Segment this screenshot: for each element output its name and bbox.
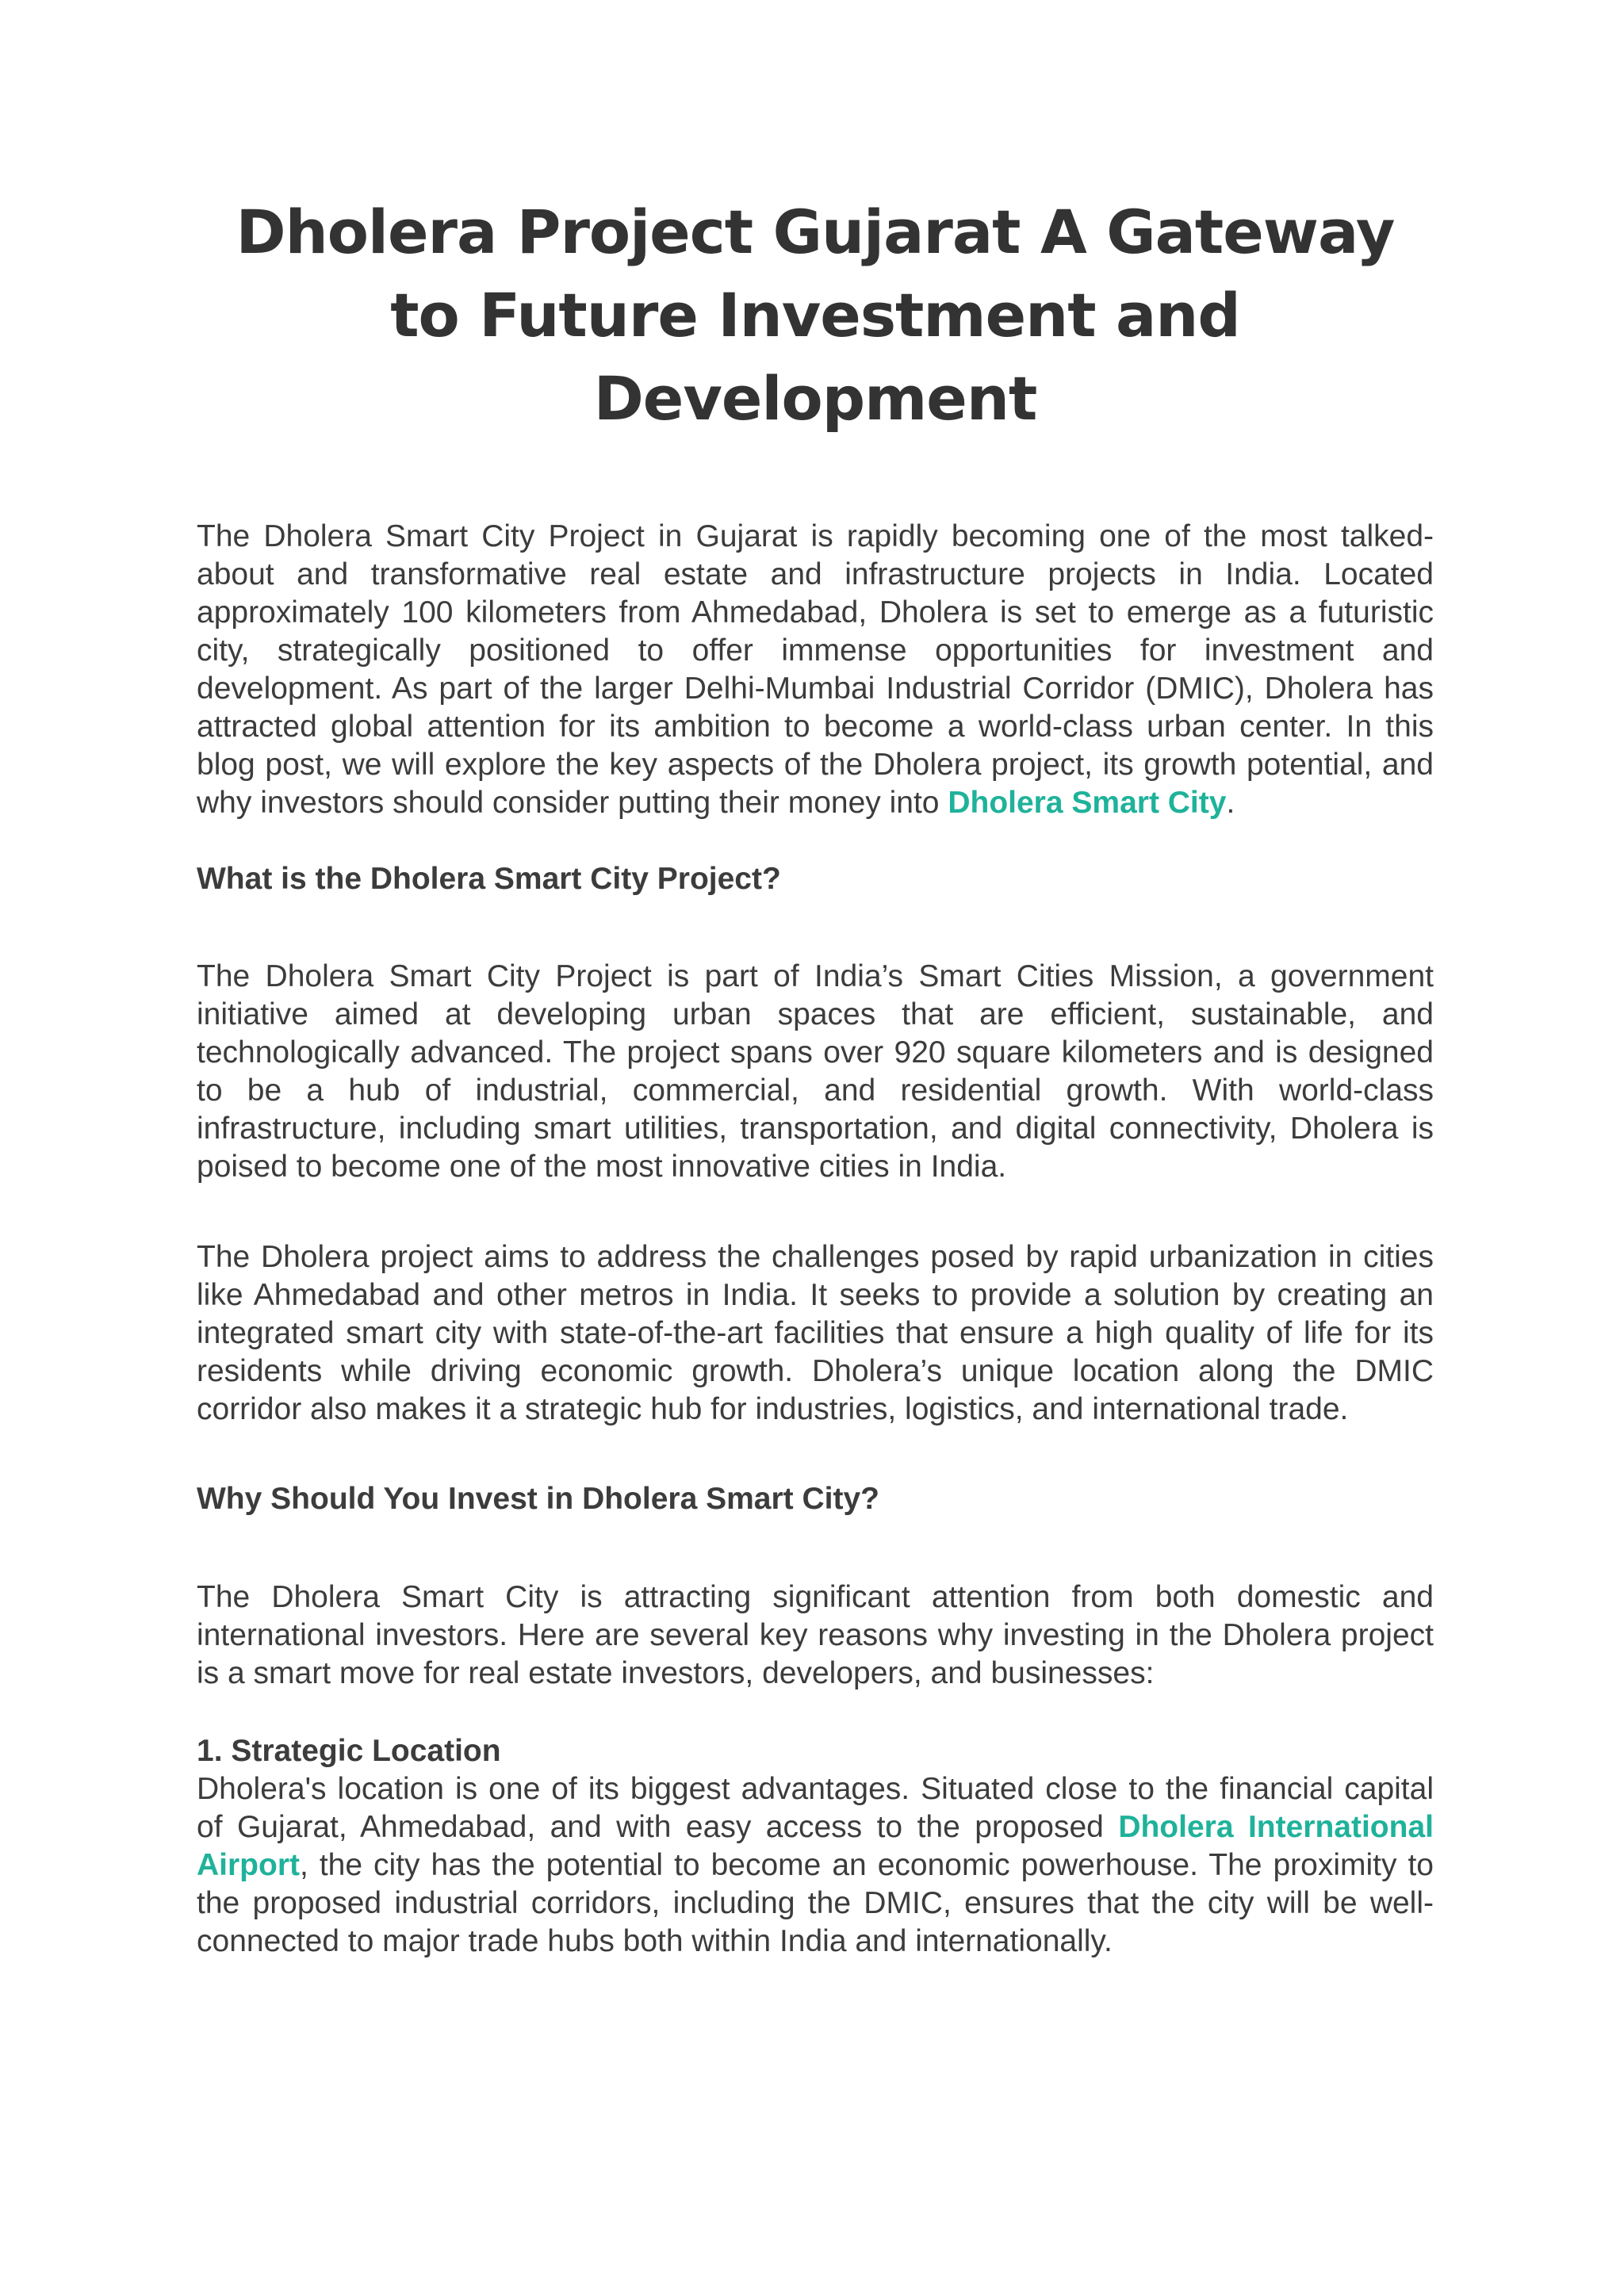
- why-invest-paragraph-1: The Dholera Smart City is attracting significant attention from both domestic and international investors. Here are several key reasons why investing in the Dholera project is a smart move for real estate investors, developers, and businesses:: [197, 1580, 1434, 1690]
- intro-paragraph: [197, 518, 1434, 822]
- intro-text: The Dholera Smart City Project in Gujarat is rapidly becoming one of the most talked-about and transformative real estate and infrastructure projects in India. Located approximately 100 kilometers from Ahmedabad, Dholera is set to emerge as a futuristic city, strategically positioned to offer immense opportunities for investment and development. As part of the larger Delhi-Mumbai Industrial Corridor (DMIC), Dholera has attracted global attention for its ambition to become a world-class urban center. In this blog post, we will explore the key aspects of the Dholera project, its growth potential, and why investors should consider putting their money into: [197, 519, 1434, 820]
- what-is-paragraph-2: The Dholera project aims to address the challenges posed by rapid urbanization in cities like Ahmedabad and other metros in India. It seeks to provide a solution by creating an integrated smart city with state-of-the-art facilities that ensure a high quality of life for its residents while driving economic growth. Dholera’s unique location along the DMIC corridor also makes it a strategic hub for industries, logistics, and international trade.: [197, 1240, 1434, 1426]
- intro-trailing: .: [1226, 786, 1235, 820]
- reason-1-text-before: Dholera's location is one of its biggest advantages. Situated close to the financial capital of Gujarat, Ahmedabad, and with easy access to the proposed: [197, 1772, 1434, 1844]
- section-heading-why-invest: Why Should You Invest in Dholera Smart City?: [197, 1482, 879, 1516]
- what-is-paragraph-1: The Dholera Smart City Project is part of India’s Smart Cities Mission, a government initiative aimed at developing urban spaces that are efficient, sustainable, and technologically advanced. The project spans over 920 square kilometers and is designed to be a hub of industrial, commercial, and residential growth. With world-class infrastructure, including smart utilities, transportation, and digital connectivity, Dholera is poised to become one of the most innovative cities in India.: [197, 959, 1434, 1184]
- document-title: Dholera Project Gujarat A Gateway to Future Investment and Development: [236, 197, 1395, 434]
- document-page: [197, 190, 1434, 1961]
- dholera-smart-city-link[interactable]: Dholera Smart City: [948, 786, 1227, 820]
- reason-1-paragraph: [197, 1770, 1434, 1961]
- reason-1-text-after: , the city has the potential to become an economic powerhouse. The proximity to the proposed industrial corridors, including the DMIC, ensures that the city will be well-connected to major trade hubs both within India and internationally.: [197, 1848, 1434, 1958]
- reason-1-heading: 1. Strategic Location: [197, 1734, 501, 1768]
- section-heading-what-is: What is the Dholera Smart City Project?: [197, 862, 781, 896]
- dholera-international-airport-link[interactable]: Dholera International Airport: [197, 1810, 1434, 1882]
